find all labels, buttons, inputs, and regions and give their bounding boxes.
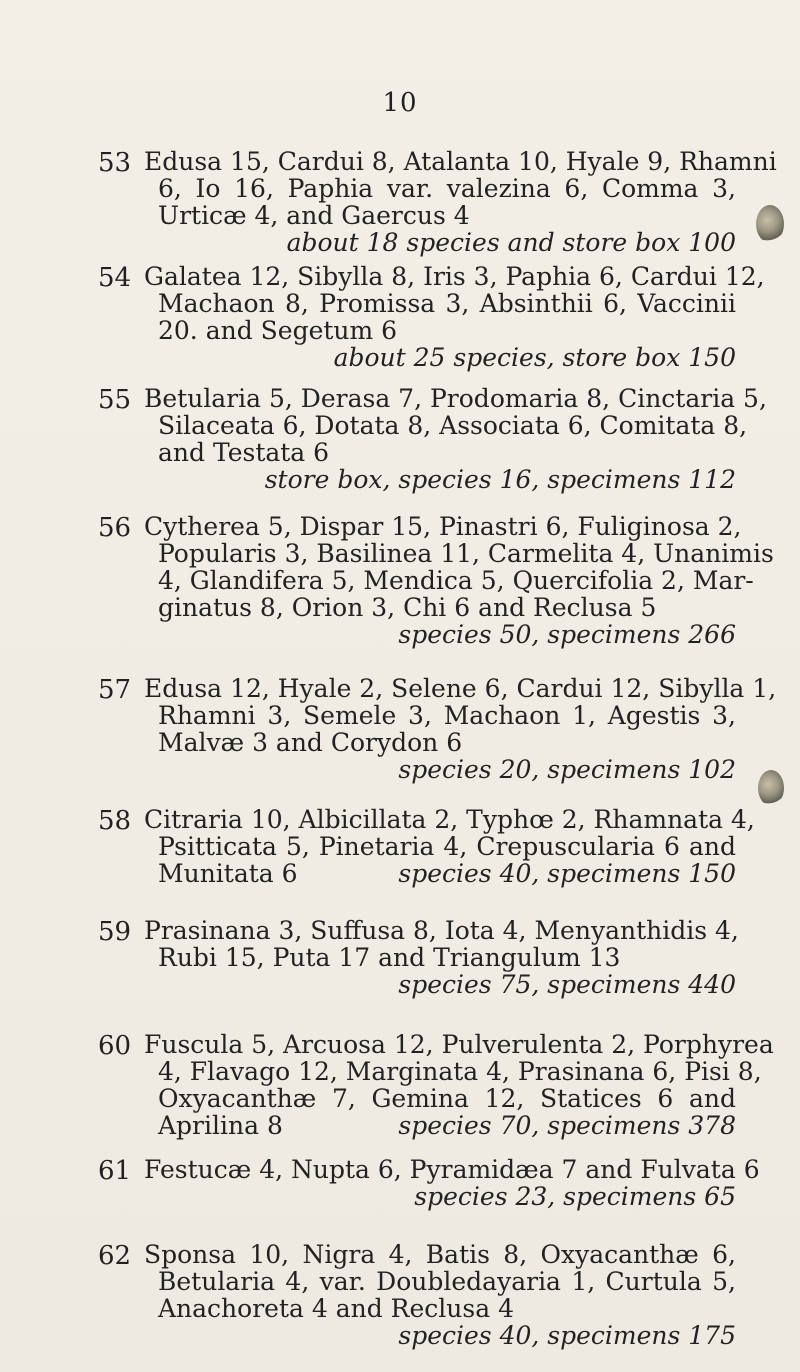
lot-summary: species 75, specimens 440 <box>398 970 736 999</box>
lot-line: Silaceata 6, Dotata 8, Associata 6, Comitata 8, <box>158 411 748 440</box>
lot-line: 6, Io 16, Paphia var. valezina 6, Comma 3, <box>158 174 736 203</box>
lot-summary: about 18 species and store box 100 <box>286 228 736 257</box>
lot-description <box>144 262 765 372</box>
lot-line: Betularia 4, var. Doubledayaria 1, Curtula 5, <box>158 1267 736 1296</box>
lot-line: Malvæ 3 and Corydon 6 <box>158 728 463 757</box>
lot-description <box>144 147 777 257</box>
lot-line: Rubi 15, Puta 17 and Triangulum 13 <box>158 943 621 972</box>
lot-line: Edusa 15, Cardui 8, Atalanta 10, Hyale 9, Rhamni <box>144 147 777 176</box>
lot-line: Sponsa 10, Nigra 4, Batis 8, Oxyacanthæ 6, <box>144 1240 736 1269</box>
lot-description <box>144 512 774 649</box>
lot-final-row <box>144 1112 736 1139</box>
lot-line: Prasinana 3, Suffusa 8, Iota 4, Menyanthidis 4, <box>144 916 739 945</box>
lot-line: Galatea 12, Sibylla 8, Iris 3, Paphia 6, Cardui 12, <box>144 262 765 291</box>
lot-line: Betularia 5, Derasa 7, Prodomaria 8, Cinctaria 5, <box>144 384 767 413</box>
lot-line: 4, Glandifera 5, Mendica 5, Quercifolia 2, Mar- <box>158 566 754 595</box>
lot-line: Cytherea 5, Dispar 15, Pinastri 6, Fuliginosa 2, <box>144 512 742 541</box>
lot-number: 61 <box>98 1156 132 1186</box>
lot-line: Festucæ 4, Nupta 6, Pyramidæa 7 and Fulvata 6 <box>144 1155 760 1184</box>
lot-summary: species 70, specimens 378 <box>398 1111 736 1140</box>
lot-number: 58 <box>98 806 132 836</box>
lot-line: Urticæ 4, and Gaercus 4 <box>158 201 470 230</box>
lot-summary: species 20, specimens 102 <box>398 755 736 784</box>
paper-stain-top <box>756 205 784 243</box>
lot-line: 4, Flavago 12, Marginata 4, Prasinana 6, Pisi 8, <box>158 1057 762 1086</box>
lot-summary: species 40, specimens 175 <box>398 1321 736 1350</box>
lot-summary: species 23, specimens 65 <box>414 1182 736 1211</box>
lot-number: 54 <box>98 263 132 293</box>
lot-number: 56 <box>98 513 132 543</box>
lot-line: 20. and Segetum 6 <box>158 316 398 345</box>
lot-line: Fuscula 5, Arcuosa 12, Pulverulenta 2, Porphyrea <box>144 1030 774 1059</box>
lot-number: 62 <box>98 1241 132 1271</box>
page-number: 10 <box>382 88 418 118</box>
lot-number: 57 <box>98 675 132 705</box>
lot-summary: species 40, specimens 150 <box>398 859 736 888</box>
lot-number: 59 <box>98 917 132 947</box>
lot-line: Oxyacanthæ 7, Gemina 12, Statices 6 and <box>158 1084 736 1113</box>
lot-summary: about 25 species, store box 150 <box>333 343 736 372</box>
lot-summary: store box, species 16, specimens 112 <box>264 465 736 494</box>
lot-line: Citraria 10, Albicillata 2, Typhœ 2, Rhamnata 4, <box>144 805 755 834</box>
lot-final-row <box>144 860 736 887</box>
lot-description <box>144 1155 760 1211</box>
lot-description <box>144 805 755 888</box>
lot-line: Munitata 6 <box>158 859 298 888</box>
lot-description <box>144 674 777 784</box>
lot-description <box>144 384 767 494</box>
lot-description <box>144 1030 774 1140</box>
lot-line: ginatus 8, Orion 3, Chi 6 and Reclusa 5 <box>158 593 657 622</box>
lot-line: and Testata 6 <box>158 438 330 467</box>
lot-line: Machaon 8, Promissa 3, Absinthii 6, Vaccinii <box>158 289 736 318</box>
lot-line: Anachoreta 4 and Reclusa 4 <box>158 1294 514 1323</box>
paper-stain-middle <box>758 770 784 806</box>
lot-summary: species 50, specimens 266 <box>398 620 736 649</box>
lot-line: Edusa 12, Hyale 2, Selene 6, Cardui 12, Sibylla 1, <box>144 674 777 703</box>
lot-description <box>144 1241 736 1349</box>
lot-line: Psitticata 5, Pinetaria 4, Crepuscularia 6 and <box>158 832 736 861</box>
lot-description <box>144 916 739 999</box>
lot-number: 60 <box>98 1031 132 1061</box>
lot-number: 55 <box>98 385 132 415</box>
lot-line: Aprilina 8 <box>158 1111 283 1140</box>
lot-number: 53 <box>98 148 132 178</box>
lot-line: Rhamni 3, Semele 3, Machaon 1, Agestis 3, <box>158 701 736 730</box>
lot-line: Popularis 3, Basilinea 11, Carmelita 4, Unanimis <box>158 539 774 568</box>
